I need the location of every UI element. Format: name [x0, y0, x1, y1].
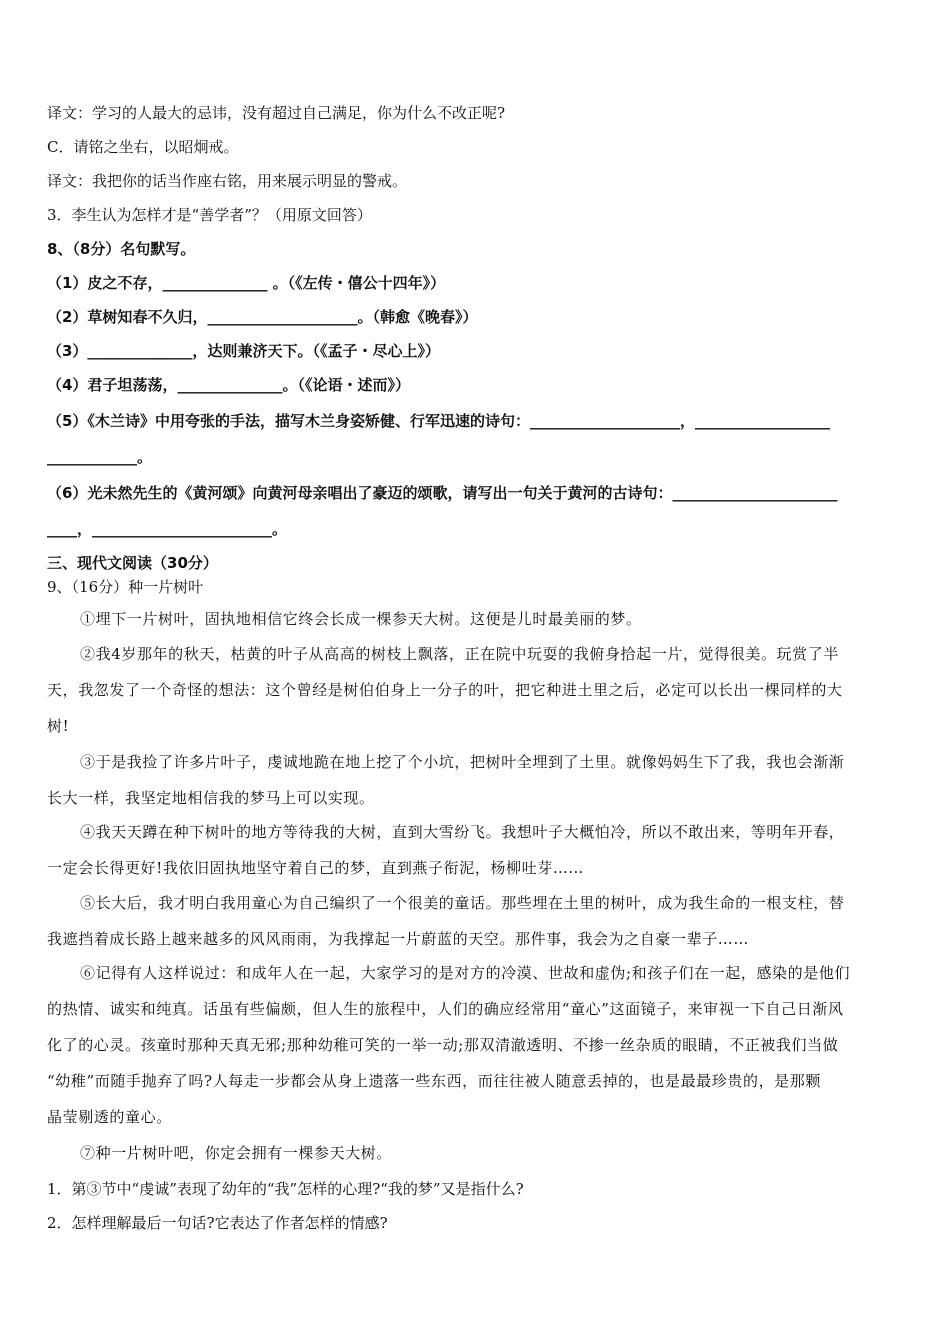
fill-blank-5: （5）《木兰诗》中用夸张的手法，描写木兰身姿矫健、行军迅速的诗句：____________________，__________________: [47, 412, 830, 430]
paragraph-1: ①埋下一片树叶，固执地相信它终会长成一棵参天大树。这便是儿时最美丽的梦。: [80, 610, 642, 628]
fill-blank-4: （4）君子坦荡荡，______________。（《论语・述而》）: [47, 376, 410, 394]
paragraph-3: ③于是我捡了许多片叶子，虔诚地跪在地上挖了个小坑，把树叶全埋到了土里。就像妈妈生下了我，我也会渐渐: [80, 753, 845, 771]
option-c: C．请铭之坐右，以昭炯戒。: [47, 138, 239, 156]
question-9-title: 9、（16分）种一片树叶: [47, 578, 204, 596]
fill-blank-1: （1）皮之不存，______________ 。（《左传・僖公十四年》）: [47, 274, 446, 292]
paragraph-5: ⑤长大后，我才明白我用童心为自己编织了一个很美的童话。那些埋在土里的树叶，成为我生命的一根支柱，替: [80, 894, 845, 912]
paragraph-5-cont: 我遮挡着成长路上越来越多的风风雨雨，为我撑起一片蔚蓝的天空。那件事，我会为之自豪一辈子……: [47, 930, 750, 948]
fill-blank-2: （2）草树知春不久归，____________________。（韩愈《晚春》）: [47, 308, 478, 326]
translation-line: 译文：我把你的话当作座右铭，用来展示明显的警戒。: [47, 172, 408, 190]
section-heading: 三、现代文阅读（30分）: [47, 554, 218, 572]
paragraph-2-cont: 树!: [47, 717, 70, 735]
paragraph-7: ⑦种一片树叶吧，你定会拥有一棵参天大树。: [80, 1144, 393, 1162]
paragraph-6-cont: 晶莹剔透的童心。: [47, 1108, 172, 1126]
paragraph-6: ⑥记得有人这样说过：和成年人在一起，大家学习的是对方的冷漠、世故和虚伪;和孩子们在一起，感染的是他们: [80, 964, 851, 982]
paragraph-2: ②我4岁那年的秋天，枯黄的叶子从高高的树枝上飘落，正在院中玩耍的我俯身拾起一片，觉得很美。玩赏了半: [80, 645, 839, 663]
paragraph-3-cont: 长大一样，我坚定地相信我的梦马上可以实现。: [47, 789, 375, 807]
fill-blank-6-cont: ____，________________________。: [47, 520, 288, 538]
translation-line: 译文：学习的人最大的忌讳，没有超过自己满足，你为什么不改正呢?: [47, 104, 506, 122]
paragraph-6-cont: 的热情、诚实和纯真。话虽有些偏颇，但人生的旅程中，人们的确应经常用“童心”这面镜子，来审视一下自己日渐风: [47, 1000, 844, 1018]
paragraph-6-cont: “幼稚”而随手抛弃了吗?人每走一步都会从身上遗落一些东西，而往往被人随意丢掉的，也是最最珍贵的，是那颗: [47, 1072, 821, 1090]
question-3: 3．李生认为怎样才是“善学者”？（用原文回答）: [47, 206, 372, 224]
paragraph-2-cont: 天，我忽发了一个奇怪的想法：这个曾经是树伯伯身上一分子的叶，把它种进土里之后，必定可以长出一棵同样的大: [47, 681, 843, 699]
sub-question-1: 1．第③节中“虔诚”表现了幼年的“我”怎样的心理?“我的梦”又是指什么?: [47, 1180, 524, 1198]
fill-blank-3: （3）______________，达则兼济天下。（《孟子・尽心上》）: [47, 342, 440, 360]
paragraph-4-cont: 一定会长得更好!我依旧固执地坚守着自己的梦，直到燕子衔泥，杨柳吐芽……: [47, 859, 585, 877]
fill-blank-6: （6）光未然先生的《黄河颂》向黄河母亲唱出了豪迈的颂歌，请写出一句关于黄河的古诗句：______________________: [47, 484, 838, 502]
paragraph-4: ④我天天蹲在种下树叶的地方等待我的大树，直到大雪纷飞。我想叶子大概怕冷，所以不敢出来，等明年开春，: [80, 823, 845, 841]
question-8-title: 8、（8分）名句默写。: [47, 240, 196, 258]
paragraph-6-cont: 化了的心灵。孩童时那种天真无邪;那种幼稚可笑的一举一动;那双清澈透明、不掺一丝杂质的眼睛，不正被我们当做: [47, 1036, 839, 1054]
fill-blank-5-cont: ____________。: [47, 448, 153, 466]
sub-question-2: 2．怎样理解最后一句话?它表达了作者怎样的情感?: [47, 1214, 388, 1232]
